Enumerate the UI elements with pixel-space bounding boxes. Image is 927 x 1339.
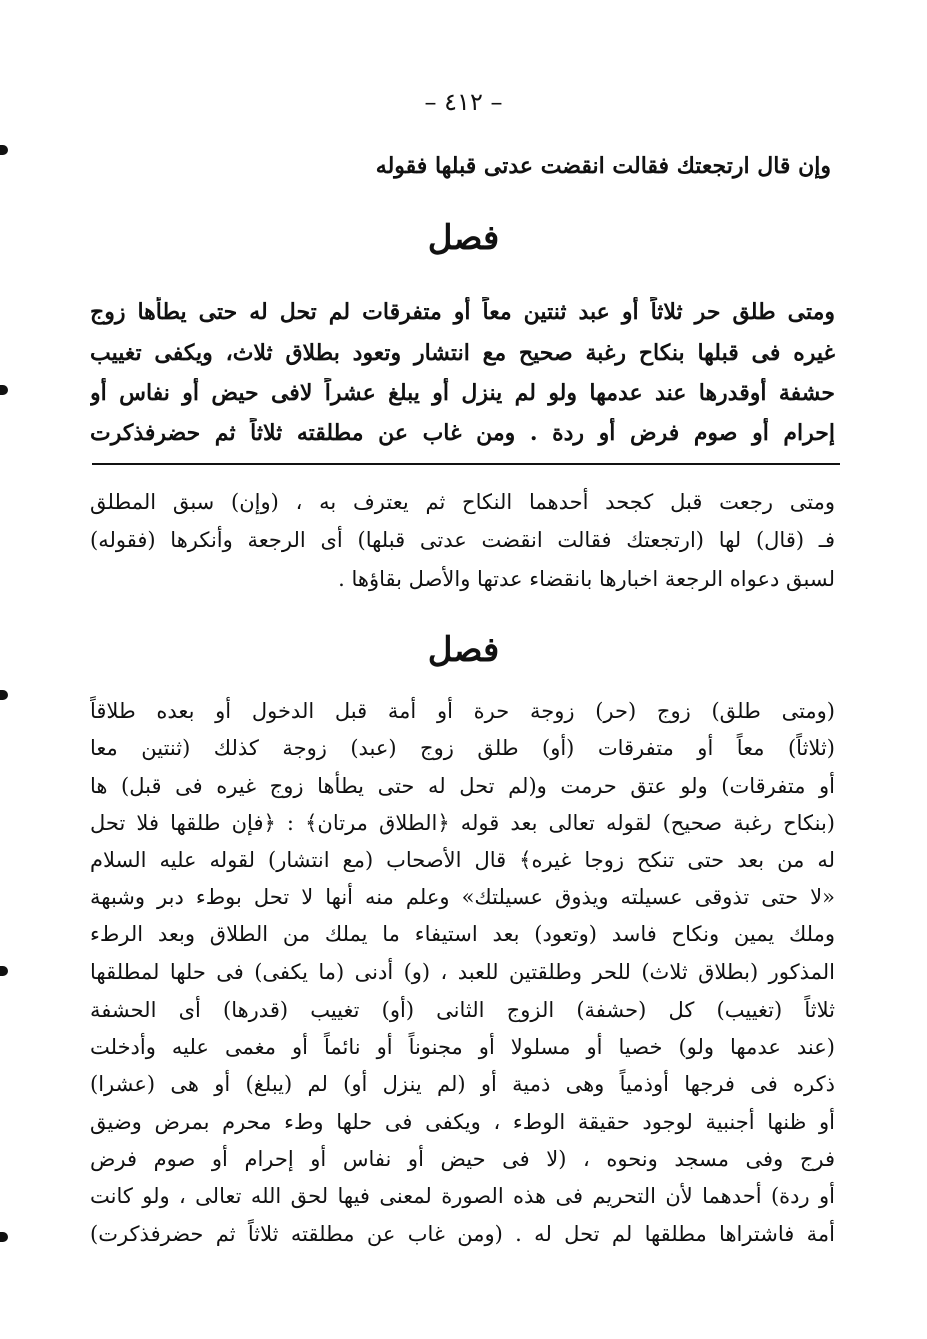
top-matn-line: وإن قال ارتجعتك فقالت انقضت عدتى قبلها فقوله [375, 153, 831, 179]
commentary-line: لسبق دعواه الرجعة اخبارها بانقضاء عدتها والأصل بقاؤها . [338, 567, 835, 591]
commentary-line: أو ظنها أجنبية لوجود حقيقة الوطء ، ويكفى فى حلها وطء محرم بمرض وضيق [90, 1110, 835, 1134]
commentary-line: فـ (قال) لها (ارتجعتك فقالت انقضت عدتى قبلها) أى الرجعة وأنكرها (فقوله) [90, 528, 835, 552]
commentary-line: ومتى رجعت قبل كجحد أحدهما النكاح ثم يعترف به ، (وإن) سبق المطلق [90, 490, 835, 514]
margin-mark [0, 385, 8, 395]
matn-line: حشفة أوقدرها عند عدمها ولو لم ينزل أو يبلغ عشراً لافى حيض أو نفاس أو [90, 380, 835, 406]
commentary-line: المذكور (بطلاق ثلاث) للحر وطلقتين للعبد ، (و) أدنى (ما يكفى) فى حلها لمطلقها [90, 960, 835, 984]
margin-mark [0, 145, 8, 155]
commentary-line: ذكره فى فرجها أوذمياً وهى ذمية أو (لم ينزل أو) لم (يبلغ) أو هى (عشرا) [90, 1072, 835, 1096]
commentary-line: أمة فاشتراها مطلقها لم تحل له . (ومن غاب عن مطلقته ثلاثاً ثم حضرفذكرت) [90, 1222, 835, 1246]
commentary-line: أو متفرقات) ولو عتق حرمت و(لم تحل له حتى يطأها زوج غيره فى قبل) ها [90, 774, 835, 798]
margin-mark [0, 966, 8, 976]
matn-line: غيره فى قبلها بنكاح رغبة صحيح مع انتشار وتعود بطلاق ثلاث، ويكفى تغييب [90, 340, 835, 366]
margin-mark [0, 1232, 8, 1242]
commentary-line: أو ردة) أحدهما لأن التحريم فى هذه الصورة لمعنى فيها لحق الله تعالى ، ولو كانت [90, 1184, 835, 1208]
margin-mark [0, 690, 8, 700]
commentary-line: وملك يمين ونكاح فاسد (وتعود) بعد استيفاء ما يملك من الطلاق وبعد الرطء [90, 922, 835, 946]
matn-line: إحرام أو صوم فرض أو ردة . ومن غاب عن مطلقته ثلاثاً ثم حضرفذكرت [90, 420, 835, 446]
commentary-line: له من بعد حتى تنكح زوجا غيره﴾ قال الأصحاب (مع انتشار) لقوله عليه السلام [90, 848, 835, 872]
commentary-line: «لا حتى تذوقى عسيلته ويذوق عسيلتك» وعلم منه أنها لا تحل بوطء دبر وشبهة [90, 885, 835, 909]
matn-line: ومتى طلق حر ثلاثاً أو عبد ثنتين معاً أو متفرقات لم تحل له حتى يطأها زوج [90, 299, 835, 325]
section-heading-1: فصل [427, 218, 500, 258]
commentary-line: ثلاثاً (تغييب) كل (حشفة) الزوج الثانى (أو) تغييب (قدرها) أى الحشفة [90, 998, 835, 1022]
commentary-line: (عند عدمها ولو) خصيا أو مسلولا أو مجنوناً أو نائماً أو مغمى عليه وأدخلت [90, 1035, 835, 1059]
page-number: – ٤١٢ – [424, 88, 503, 116]
section-divider [92, 463, 840, 465]
section-heading-2: فصل [427, 630, 500, 670]
commentary-line: فرج وفى مسجد ونحوه ، (لا فى حيض أو نفاس أو إحرام أو صوم فرض [90, 1147, 835, 1171]
commentary-line: (ثلاثاً) معاً أو متفرقات (أو) طلق زوج (عبد) زوجة كذلك (ثنتين معا [90, 736, 835, 760]
commentary-line: (ومتى طلق) زوج (حر) زوجة حرة أو أمة قبل الدخول أو بعده طلاقاً [90, 699, 835, 723]
commentary-line: (بنكاح رغبة صحيح) لقوله تعالى بعد قوله ﴿الطلاق مرتان﴾ : ﴿فإن طلقها فلا تحل [90, 811, 835, 835]
